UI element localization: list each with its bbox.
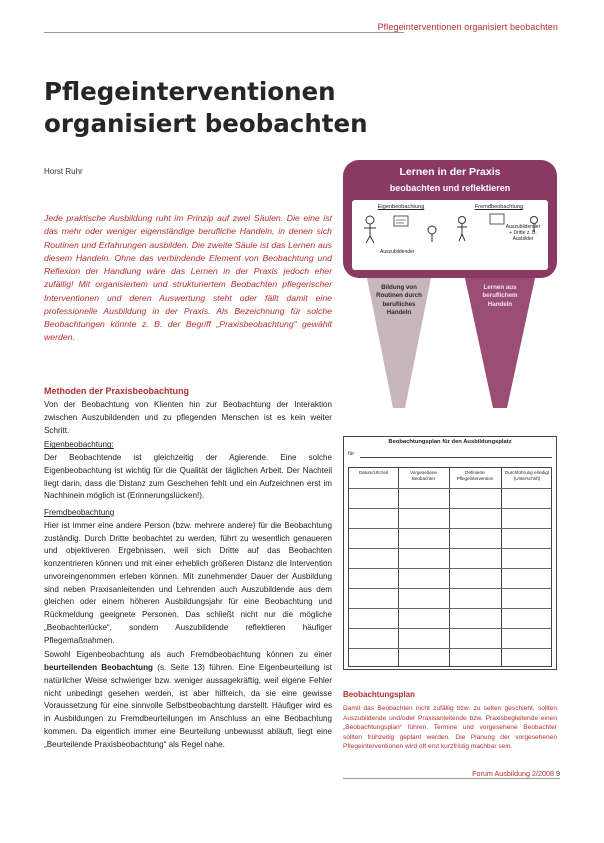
left-cone-label: Bildung von Routinen durch berufliches Handeln bbox=[376, 284, 422, 316]
table-grid bbox=[348, 467, 552, 667]
external-observation-panel bbox=[454, 204, 544, 266]
table-row-line bbox=[349, 588, 551, 589]
footer-rule bbox=[343, 778, 560, 779]
body-column bbox=[44, 384, 332, 753]
column-header-date: Datum/Uhrzeit bbox=[358, 470, 389, 475]
body-paragraph-1: Von der Beobachtung von Klienten hin zur Beobachtung der Interaktion zwischen Auszubildenden und zu pflegenden Menschen ist es kein weiter Schritt. bbox=[44, 400, 332, 435]
p4-bold-term: beurteilenden Beobachtung bbox=[44, 663, 154, 672]
table-row-line bbox=[349, 508, 551, 509]
figure-subtitle: beobachten und reflektieren bbox=[389, 183, 511, 193]
page-number: 9 bbox=[556, 769, 560, 778]
column-divider bbox=[398, 468, 399, 666]
table-row-line bbox=[349, 548, 551, 549]
plan-box-heading: Beobachtungsplan bbox=[343, 690, 416, 699]
column-divider bbox=[501, 468, 502, 666]
subheading-eigenbeobachtung: Eigenbeobachtung: bbox=[44, 440, 114, 450]
title-line-1: Pflegeinterventionen bbox=[44, 77, 336, 106]
section-heading: Methoden der Praxisbeobachtung bbox=[44, 386, 190, 396]
column-header-intervention: Definierte Pflegeintervention bbox=[456, 470, 494, 481]
self-observation-panel bbox=[358, 204, 444, 266]
body-paragraph-2: Der Beobachtende ist gleichzeitig der Agierende. Eine solche Eigenbeobachtung ist wichtig für die Qualität der täglichen Arbeit. Der Nachteil liegt darin, dass die Distanz zum Geschehen fehlt und ein Aufzeichnen erst im Nachhinein möglich ist (Erinnerungslücken!). bbox=[44, 453, 332, 501]
table-row-line bbox=[349, 528, 551, 529]
title-line-2: organisiert beobachten bbox=[44, 109, 368, 138]
author: Horst Ruhr bbox=[44, 167, 83, 176]
table-row-line bbox=[349, 648, 551, 649]
figure-inner-panel bbox=[352, 200, 548, 270]
right-cone-label: Lernen aus beruflichem Handeln bbox=[482, 284, 518, 308]
external-observation-heading: Fremdbeobachtung bbox=[474, 204, 524, 210]
intro-paragraph: Jede praktische Ausbildung ruht im Prinzip auf zwei Säulen. Die eine ist das mehr oder weniger eigenständige berufliche Handeln, in denen sich Routinen und Erfahrungen ausbilden. Die zweite Säule ist das Lernen aus diesem Handeln. Ohne das verbindende Element von Beobachtung und Reflexion der Handlung wäre das Lernen in der Praxis jedoch eher zufällig! Mit organisiertem und strukturiertem Beobachten pflegerischer Interventionen und deren Auswertung steht oder fällt damit eine professionelle Ausbildung in der Praxis. Als Bezeichnung für solche Beobachtungen könnte z. B. der Begriff „Praxisbeobachtung“ gewählt werden. bbox=[44, 213, 332, 343]
article-title bbox=[44, 76, 424, 140]
body-paragraph-3: Hier ist immer eine andere Person (bzw. mehrere andere) für die Beobachtung zuständig. Durch Dritte beobachtet zu werden, führt zu wesentlich genaueren und objektiveren Ergebnissen, weil sich Dritte auf das Beobachten konzentrieren können und mit einer erheblich größeren Distanz die Intervention unvoreingenommen erleben können. Mit zunehmender Dauer der Ausbildung sind neben Praxisanleitenden und Lehrenden auch Auszubildende aus dem gleichen oder einem höheren Ausbildungsjahr für eine Beobachtung und Rückmeldung geeignete Personen. Das schließt nicht nur die mögliche „Beobachterlücke“, sondern Auszubildende reflektieren häufiger Pflegemaßnahmen. bbox=[44, 520, 332, 645]
external-observation-label: Auszubildender + Dritte z. B. Ausbilder bbox=[505, 224, 541, 242]
running-header: Pflegeinterventionen organisiert beobachten bbox=[377, 22, 558, 32]
self-observation-heading: Eigenbeobachtung bbox=[377, 204, 425, 210]
p4-text-end: (s. Seite 13) führen. Eine Eigenbeurteilung ist natürlicher Weise schwieriger bzw. weniger aussagekräftig, weil eigene Fehler nicht unbedingt gesehen werden, ist aber hilfreich, da sie eine gewisse Voraussetzung für eine sinnvolle Selbstbeobachtung darstellt. Häufiger wird es in Ausbildungen zu Fremdbeurteilungen im Anschluss an eine Beobachtung kommen. Da eigentlich immer eine Beurteilung unbewusst abläuft, liegt eine „Beurteilende Praxisbeobachtung“ als Regel nahe. bbox=[44, 663, 332, 749]
figure-title: Lernen in der Praxis bbox=[399, 166, 501, 178]
learning-figure bbox=[343, 160, 557, 408]
table-row-line bbox=[349, 568, 551, 569]
table-row-line bbox=[349, 488, 551, 489]
table-title: Beobachtungsplan für den Ausbildungsplatz bbox=[388, 439, 512, 445]
column-header-observer: Vorgesehene Beobachter bbox=[409, 470, 438, 481]
table-row-line bbox=[349, 608, 551, 609]
column-divider bbox=[449, 468, 450, 666]
observation-plan-table bbox=[343, 436, 557, 670]
p4-text-start: Sowohl Eigenbeobachtung als auch Fremdbeobachtung können zu einer bbox=[44, 650, 332, 660]
learner-icon bbox=[358, 210, 444, 244]
table-row-line bbox=[349, 628, 551, 629]
footer-journal: Forum Ausbildung 2/2008 bbox=[472, 769, 554, 778]
subheading-fremdbeobachtung: Fremdbeobachtung bbox=[44, 508, 115, 517]
self-observation-label: Auszubildender bbox=[380, 249, 415, 255]
table-for-label: für bbox=[348, 451, 355, 457]
column-header-done: Durchführung erledigt (Unterschrift) bbox=[504, 470, 550, 481]
table-for-line bbox=[360, 457, 552, 458]
header-rule bbox=[44, 32, 404, 33]
plan-box-body: Damit das Beobachten nicht zufällig bzw. zu selten geschieht, sollten Auszubildende und/oder Praxisanleitende bzw. Praxisbegleitende einen „Beobachtungsplan“ führen. Termine und vorgesehene Beobachter sollten frühzeitig geplant werden. Die Planung der vorgesehenen Pflegeinterventionen wird oft erst kurzfristig machbar sein. bbox=[343, 705, 557, 750]
body-paragraph-4 bbox=[44, 649, 332, 751]
